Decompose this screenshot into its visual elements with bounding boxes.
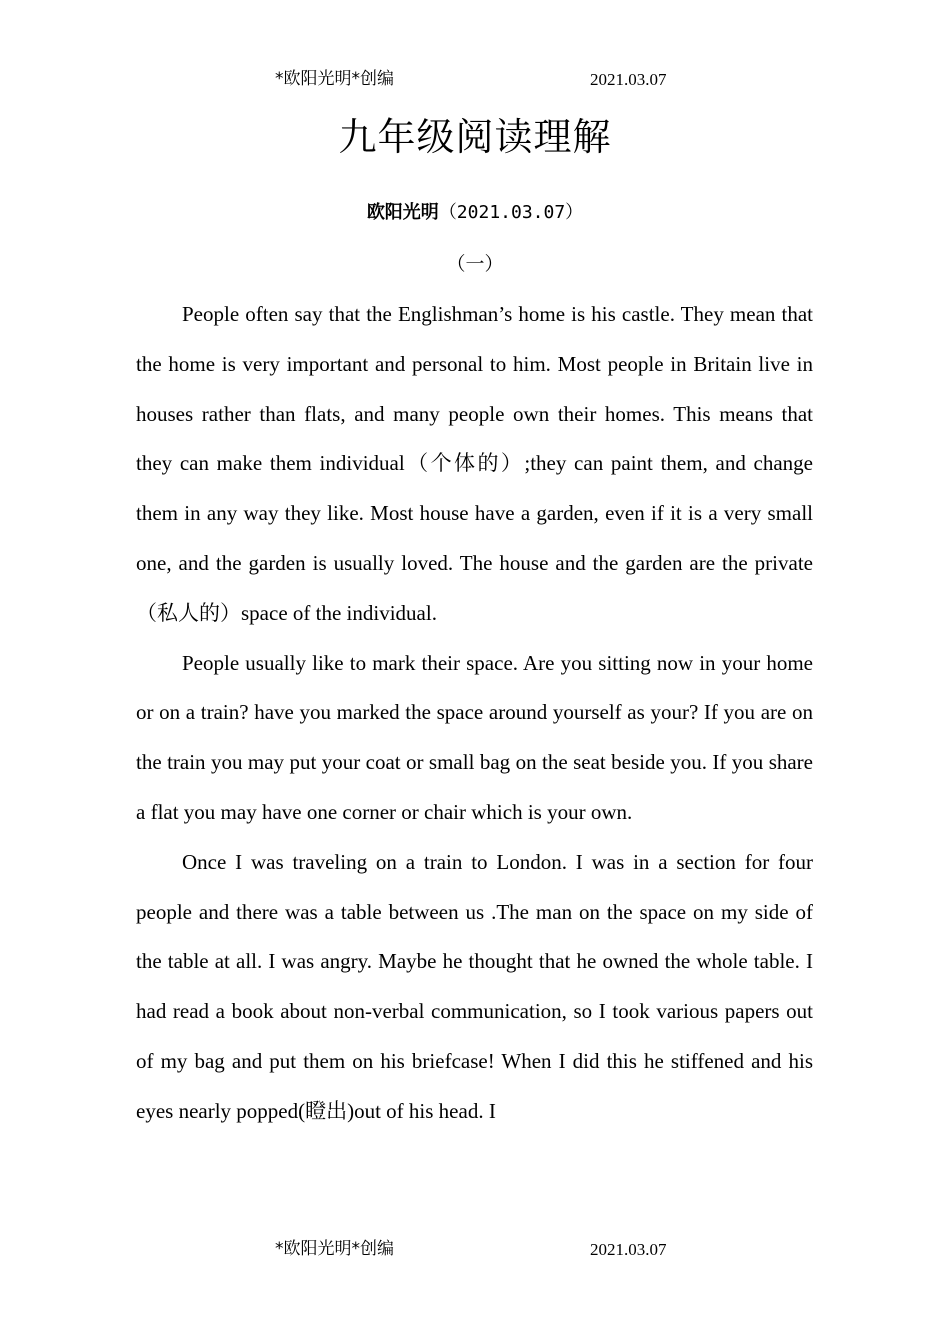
paragraph-1: People often say that the Englishman’s home is his castle. They mean that the home is very important and personal to him. Most people in Britain live in houses rather than flats, and many people own their homes. This means that they can make them individual（个体的）;they can paint them, and change them in any way they like. Most house have a garden, even if it is a very small one, and the garden is usually loved. The house and the garden are the private（私人的）space of the individual. — [136, 302, 813, 625]
footer-author: *欧阳光明*创编 — [275, 1239, 394, 1259]
byline-date: （2021.03.07） — [438, 202, 584, 223]
document-title: 九年级阅读理解 — [338, 115, 612, 160]
paragraph-2: People usually like to mark their space. Are you sitting now in your home or on a train? have you marked the space around yourself as your? If you are on the train you may put your coat or small bag on the seat beside you. If you share a flat you may have one corner or chair which is your own. — [136, 650, 813, 824]
reading-passage — [136, 290, 813, 1137]
section-number: （一） — [446, 253, 504, 275]
footer-date: 2021.03.07 — [590, 1240, 667, 1259]
byline-author: 欧阳光明 — [366, 202, 439, 223]
byline — [0, 203, 950, 222]
paragraph-3: Once I was traveling on a train to London. I was in a section for four people and there was a table between us .The man on the space on my side of the table at all. I was angry. Maybe he thought that he owned the whole table. I had read a book about non-verbal communication, so I took various papers out of my bag and put them on his briefcase! When I did this he stiffened and his eyes nearly popped(瞪出)out of his head. I — [136, 849, 813, 1123]
header-author: *欧阳光明*创编 — [275, 69, 394, 89]
header-date: 2021.03.07 — [590, 70, 667, 89]
